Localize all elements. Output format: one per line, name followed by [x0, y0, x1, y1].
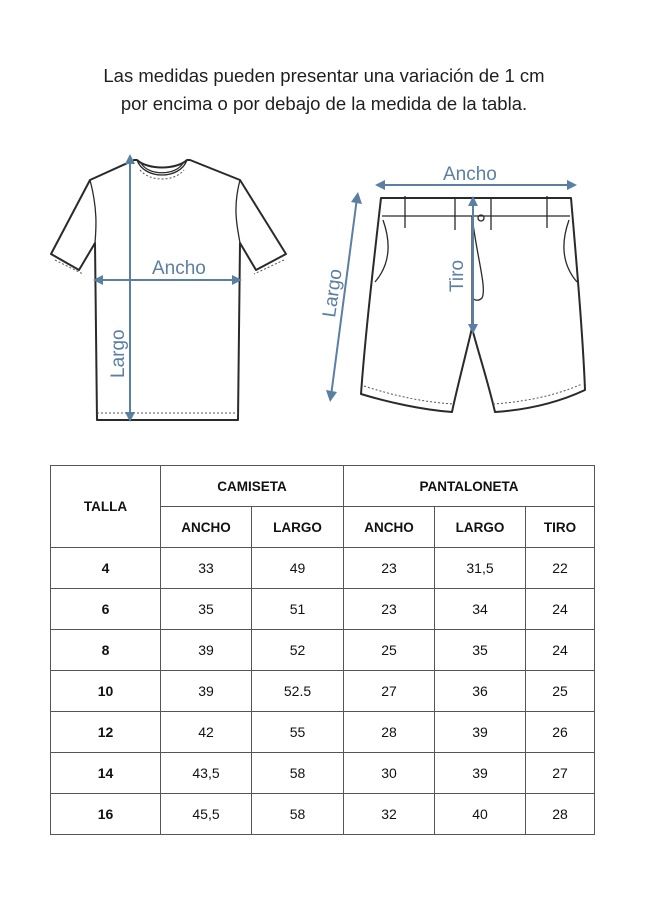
talla-cell: 16 [51, 794, 161, 835]
shorts-width-label: Ancho [443, 164, 497, 185]
talla-cell: 6 [51, 589, 161, 630]
tshirt-outline [51, 160, 286, 420]
tshirt-length-arrow-top [125, 154, 135, 164]
table-row [51, 630, 595, 671]
pantaloneta-largo-cell: 39 [435, 712, 526, 753]
camiseta-largo-header: LARGO [252, 507, 344, 548]
pantaloneta-tiro-cell: 27 [526, 753, 595, 794]
pantaloneta-ancho-cell: 25 [344, 630, 435, 671]
notice-line-1: Las medidas pueden presentar una variación de 1 cm [103, 65, 545, 86]
size-chart-header [51, 466, 595, 548]
pantaloneta-ancho-cell: 30 [344, 753, 435, 794]
size-chart-body [51, 548, 595, 835]
pantaloneta-tiro-header: TIRO [526, 507, 595, 548]
pantaloneta-tiro-cell: 26 [526, 712, 595, 753]
pantaloneta-largo-cell: 34 [435, 589, 526, 630]
pantaloneta-header: PANTALONETA [344, 466, 595, 507]
talla-cell: 12 [51, 712, 161, 753]
table-row [51, 589, 595, 630]
shorts-diagram [315, 158, 605, 420]
pantaloneta-tiro-cell: 24 [526, 589, 595, 630]
pantaloneta-largo-header: LARGO [435, 507, 526, 548]
shorts-width-arrow-right [567, 180, 577, 190]
table-row [51, 548, 595, 589]
camiseta-largo-cell: 55 [252, 712, 344, 753]
camiseta-ancho-cell: 35 [161, 589, 252, 630]
table-row [51, 712, 595, 753]
pantaloneta-tiro-cell: 25 [526, 671, 595, 712]
pantaloneta-ancho-cell: 32 [344, 794, 435, 835]
pantaloneta-largo-cell: 35 [435, 630, 526, 671]
pantaloneta-tiro-cell: 22 [526, 548, 595, 589]
talla-cell: 8 [51, 630, 161, 671]
talla-cell: 10 [51, 671, 161, 712]
table-row [51, 753, 595, 794]
camiseta-largo-cell: 49 [252, 548, 344, 589]
pantaloneta-ancho-cell: 23 [344, 548, 435, 589]
shorts-illustration [315, 158, 605, 420]
shorts-rise-label: Tiro [447, 259, 468, 292]
camiseta-ancho-cell: 45,5 [161, 794, 252, 835]
camiseta-ancho-cell: 42 [161, 712, 252, 753]
shorts-length-arrow-top [351, 192, 362, 204]
pantaloneta-ancho-cell: 23 [344, 589, 435, 630]
pantaloneta-largo-cell: 36 [435, 671, 526, 712]
table-row [51, 794, 595, 835]
talla-cell: 14 [51, 753, 161, 794]
shorts-width-arrow-left [375, 180, 385, 190]
size-chart-table [50, 465, 595, 835]
pantaloneta-largo-cell: 31,5 [435, 548, 526, 589]
measurement-notice [0, 62, 648, 118]
notice-line-2: por encima o por debajo de la medida de la tabla. [120, 93, 528, 114]
tshirt-diagram [40, 150, 300, 430]
camiseta-ancho-cell: 39 [161, 671, 252, 712]
tshirt-width-label: Ancho [152, 258, 206, 279]
camiseta-largo-cell: 58 [252, 753, 344, 794]
pantaloneta-ancho-cell: 27 [344, 671, 435, 712]
pantaloneta-ancho-cell: 28 [344, 712, 435, 753]
camiseta-largo-cell: 51 [252, 589, 344, 630]
camiseta-largo-cell: 52.5 [252, 671, 344, 712]
tshirt-illustration [40, 150, 300, 430]
pantaloneta-tiro-cell: 24 [526, 630, 595, 671]
table-row [51, 671, 595, 712]
pantaloneta-ancho-header: ANCHO [344, 507, 435, 548]
camiseta-ancho-cell: 43,5 [161, 753, 252, 794]
pantaloneta-largo-cell: 39 [435, 753, 526, 794]
pantaloneta-largo-cell: 40 [435, 794, 526, 835]
camiseta-ancho-cell: 33 [161, 548, 252, 589]
tshirt-length-label: Largo [108, 329, 129, 378]
shorts-length-arrow-bottom [326, 390, 337, 402]
shorts-length-label: Largo [319, 267, 347, 319]
camiseta-largo-cell: 52 [252, 630, 344, 671]
talla-cell: 4 [51, 548, 161, 589]
talla-header: TALLA [51, 466, 161, 548]
camiseta-ancho-cell: 39 [161, 630, 252, 671]
pantaloneta-tiro-cell: 28 [526, 794, 595, 835]
camiseta-ancho-header: ANCHO [161, 507, 252, 548]
camiseta-largo-cell: 58 [252, 794, 344, 835]
camiseta-header: CAMISETA [161, 466, 344, 507]
